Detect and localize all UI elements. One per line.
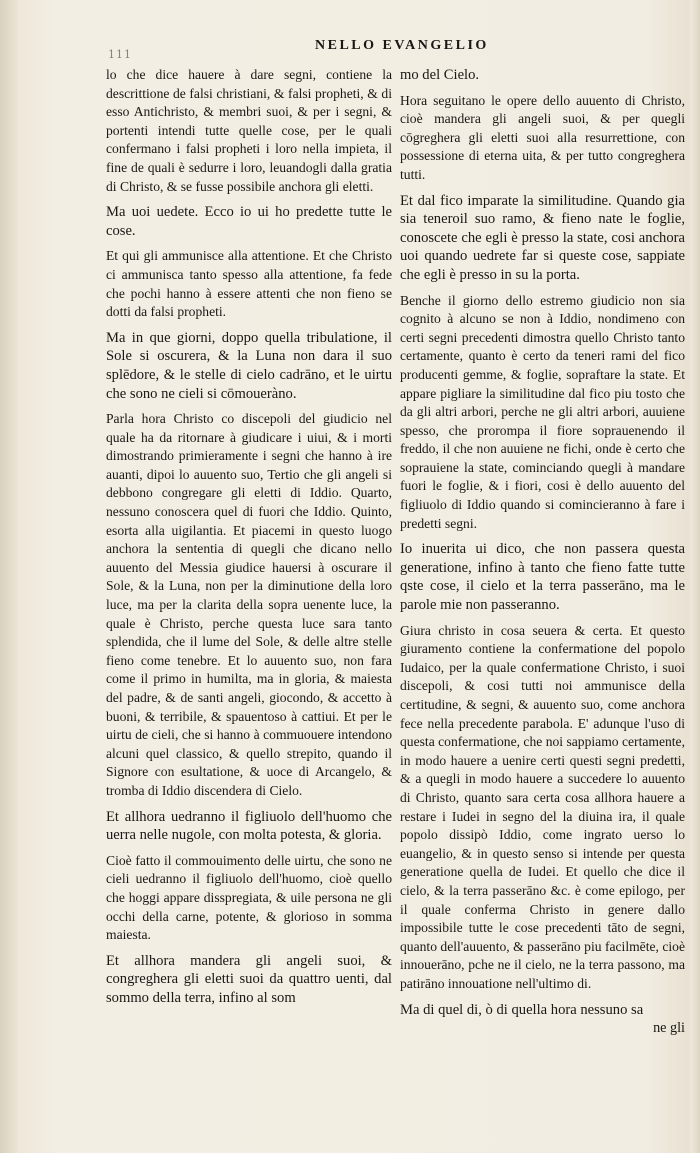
- paragraph: Ma in que giorni, doppo quella tribulatione, il Sole si oscurera, & la Luna non dara il suo splēdore, & le stelle di cielo cadrāno, et le uirtu che sono ne cieli si cōmoueràno.: [106, 329, 392, 402]
- paragraph: Et allhora mandera gli angeli suoi, & congreghera gli eletti suoi da quattro uenti, dal sommo della terra, infino al som: [106, 952, 392, 1006]
- folio-number: 111: [108, 48, 132, 61]
- paragraph: Benche il giorno dello estremo giudicio non sia cognito à alcuno se non à Iddio, nondimeno con certi segni precedenti dimostra quello Christo tanto certamente, quanto è certo da teneri rami del fico producenti gemme, & foglie, sopraftare la state. Et appare pigliare la similitudine dal fico piu tosto che da gli altri arbori, perche ne gli altri arbori, auuiene spesso, che prorompa il fiore soprauenendo il freddo, il che non auuiene ne fichi, onde è certo che soprauiene la state, cominciando quegli à mandare fuori le foglie, & i fiori, cosi è dello auuento del figliuolo di Iddio quando si comincieranno à fare i predetti segni.: [400, 292, 685, 531]
- paragraph: Cioè fatto il commouimento delle uirtu, che sono ne cieli uedranno il figliuolo dell'huomo, cioè quello che hoggi appare disspregiata, & uile persona ne gli occhi della carne, potente, & glorioso in somma maiesta.: [106, 852, 392, 943]
- paragraph: Hora seguitano le opere dello auuento di Christo, cioè mandera gli angeli suoi, & per quegli cōgreghera gli eletti suoi alla resurrettione, con possessione di eterna uita, & per tutto congreghera tutti.: [400, 92, 685, 182]
- paragraph: Et qui gli ammunisce alla attentione. Et che Christo ci ammunisca tanto spesso alla attentione, fa fede che pochi hanno à essere attenti che non fieno se dotti da falsi propheti.: [106, 248, 392, 320]
- right-column: [400, 66, 685, 1038]
- paragraph: Giura christo in cosa seuera & certa. Et questo giuramento contiene la confermatione del popolo Iudaico, per la quale confermatione Christo, i suoi discepoli, & cosi tutti noi ammunisce della certitudine, & segni, & auuento suo, come anchora fece nella precedente parabola. E' adunque l'uso di questa confermatione, che noi sappiamo certamente, in modo hauere a uenire certi questi segni predetti, & a quegli in modo hauere a succedere lo auuento di Christo, quanto sara certa cosa allhora hauere a restare i Iudei in segno del la diuina ira, il quale popolo dissipò Iddio, come ingrato uerso lo euangelio, & in questo senso si intende per questa generatione quella de Iudei. Et quello che dice il cielo, & la terra passerāno &c. è come epilogo, per il quale conferma Christo in genere dallo impossibile tutte le cose precedenti tāto de segni, quanto dell'auuento, & passerāno piu facilmēte, cioè innouerāno, pche ne il cielo, ne la terra passono, ma patirāno innouatione nell'ultimo di.: [400, 622, 685, 991]
- page-edge: [690, 0, 700, 1153]
- catchword: ne gli: [653, 1020, 685, 1037]
- paragraph: Et allhora uedranno il figliuolo dell'huomo che uerra nelle nugole, con molta potesta, & gloria.: [106, 808, 392, 844]
- paragraph: Parla hora Christo co discepoli del giudicio nel quale ha da ritornare à giudicare i uiui, & i morti dimostrando primieramente i segni che hanno à ire auanti, dipoi lo auuento suo, Tertio che gli angeli si debbono congregare gli eletti di Iddio. Quarto, nessuno conoscera quel di fuori che Iddio. Quinto, esorta alla uigilantia. Et piacemi in questo luogo anchora la sententia di quegli che dicano nello auuento del Messia giudice hauersi à oscurare il Sole, & la Luna, non per la diminutione della loro luce, ma per la clarita della sopra uenente luce, la quale è Christo, perche questa luce sara tanto splendida, che il lume del Sole, & delle altre stelle fieno come tenebre. Et lo auuento suo, non fara come il primo in humilta, ma in gloria, & maiesta del padre, & de santi angeli, giocondo, & accetto à buoni, & terribile, & spauentoso à cattiui. Et per le uirtu de cieli, che si hanno à commuouere intendono alcuni quel classico, & quello strepito, quando il Signore con esultatione, & uoce di Arcangelo, & tromba di Iddio discendera di Cielo.: [106, 411, 392, 798]
- paragraph: lo che dice hauere à dare segni, contiene la descrittione de falsi christiani, & falsi propheti, & di esso Antichristo, & membri suoi, & per i segni, & portenti intendi tutte quelle cose, per le quali confermano i falsi propheti i loro nella impieta, il fine de quali è sedurre i loro, leuandogli dalla gratia di Christo, & se fusse possibile anchora gli eletti.: [106, 67, 392, 194]
- paragraph: mo del Cielo.: [400, 67, 480, 83]
- facing-page-edge: [0, 0, 18, 1153]
- left-column: [106, 66, 392, 1008]
- paragraph: Et dal fico imparate la similitudine. Quando gia sia teneroil suo ramo, & fieno nate le foglie, conoscete che egli è presso la state, cosi anchora uoi quando uedrete far si queste cose, sappiate che egli è presso in su la porta.: [400, 192, 685, 283]
- running-title: NELLO EVANGELIO: [315, 38, 489, 53]
- paragraph: Io inuerita ui dico, che non passera questa generatione, infino à tanto che fieno fatte tutte qste cose, il cielo et la terra passerāno, ma le parole mie non passeranno.: [400, 541, 685, 614]
- paragraph: Ma di quel di, ò di quella hora nessuno sa: [400, 1001, 644, 1018]
- paragraph: Ma uoi uedete. Ecco io ui ho predette tutte le cose.: [106, 204, 392, 239]
